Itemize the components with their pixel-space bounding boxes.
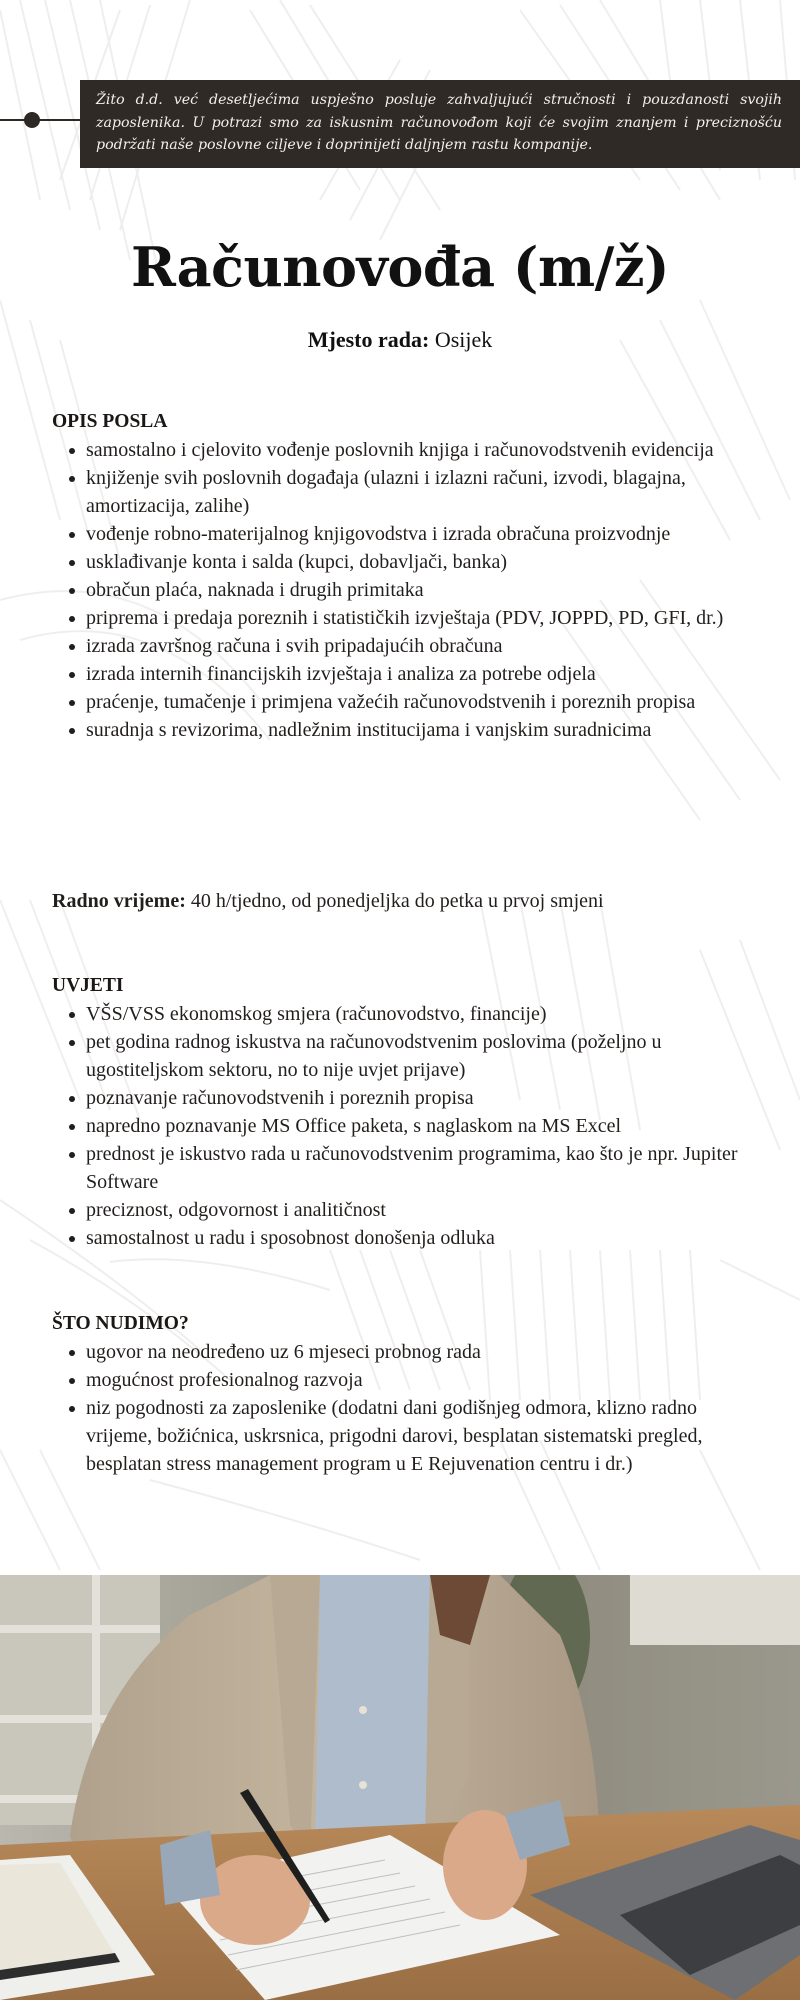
section-benefits	[52, 1310, 752, 1478]
list-item: suradnja s revizorima, nadležnim institucijama i vanjskim suradnicima	[86, 716, 752, 744]
working-hours-value: 40 h/tjedno, od ponedjeljka do petka u prvoj smjeni	[190, 890, 604, 912]
work-location	[0, 325, 800, 355]
list-item: VŠS/VSS ekonomskog smjera (računovodstvo, financije)	[86, 1000, 752, 1028]
list-item: vođenje robno-materijalnog knjigovodstva i izrada obračuna proizvodnje	[86, 520, 752, 548]
photo-illustration	[0, 1575, 800, 2000]
location-label: Mjesto rada:	[307, 327, 430, 352]
list-item: prednost je iskustvo rada u računovodstvenim programima, kao što je npr. Jupiter Software	[86, 1140, 752, 1196]
location-value: Osijek	[434, 327, 493, 352]
list-item: mogućnost profesionalnog razvoja	[86, 1366, 752, 1394]
accountant-photo	[0, 1575, 800, 2000]
list-item: priprema i predaja poreznih i statističkih izvještaja (PDV, JOPPD, PD, GFI, dr.)	[86, 604, 752, 632]
section-heading: UVJETI	[52, 975, 124, 996]
job-title: Računovođa (m/ž)	[130, 235, 670, 299]
list-item: praćenje, tumačenje i primjena važećih računovodstvenih i poreznih propisa	[86, 688, 752, 716]
list-item: ugovor na neodređeno uz 6 mjeseci probnog rada	[86, 1338, 752, 1366]
list-item: niz pogodnosti za zaposlenike (dodatni dani godišnjeg odmora, klizno radno vrijeme, božićnica, uskrsnica, prigodni darovi, besplatan sistematski pregled, besplatan stress management program u E Rejuvenation centru i dr.)	[86, 1394, 752, 1478]
list-item: samostalnost u radu i sposobnost donošenja odluka	[86, 1224, 752, 1252]
list-item: usklađivanje konta i salda (kupci, dobavljači, banka)	[86, 548, 752, 576]
list-item: preciznost, odgovornost i analitičnost	[86, 1196, 752, 1224]
timeline-line	[0, 119, 82, 121]
list-item: knjiženje svih poslovnih događaja (ulazni i izlazni računi, izvodi, blagajna, amortizacija, zalihe)	[86, 464, 752, 520]
list-item: izrada završnog računa i svih pripadajućih obračuna	[86, 632, 752, 660]
section-requirements	[52, 972, 752, 1252]
intro-banner	[0, 80, 800, 168]
duties-list	[52, 436, 752, 744]
list-item: napredno poznavanje MS Office paketa, s naglaskom na MS Excel	[86, 1112, 752, 1140]
intro-box	[80, 80, 800, 168]
section-heading: ŠTO NUDIMO?	[52, 1313, 189, 1334]
working-hours	[52, 887, 772, 915]
benefits-list	[52, 1338, 752, 1478]
list-item: pet godina radnog iskustva na računovodstvenim poslovima (poželjno u ugostiteljskom sektoru, no to nije uvjet prijave)	[86, 1028, 752, 1084]
list-item: poznavanje računovodstvenih i poreznih propisa	[86, 1084, 752, 1112]
working-hours-label: Radno vrijeme:	[52, 890, 186, 912]
section-heading: OPIS POSLA	[52, 411, 168, 432]
list-item: izrada internih financijskih izvještaja i analiza za potrebe odjela	[86, 660, 752, 688]
requirements-list	[52, 1000, 752, 1252]
timeline-dot-icon	[24, 112, 40, 128]
intro-text: Žito d.d. već desetljećima uspješno posluje zahvaljujući stručnosti i pouzdanosti svojih zaposlenika. U potrazi smo za iskusnim računovođom koji će svojim znanjem i preciznošću podržati naše poslovne ciljeve i doprinijeti daljnjem rastu kompanije.	[96, 92, 782, 153]
list-item: samostalno i cjelovito vođenje poslovnih knjiga i računovodstvenih evidencija	[86, 436, 752, 464]
section-job-description	[52, 408, 752, 744]
list-item: obračun plaća, naknada i drugih primitaka	[86, 576, 752, 604]
